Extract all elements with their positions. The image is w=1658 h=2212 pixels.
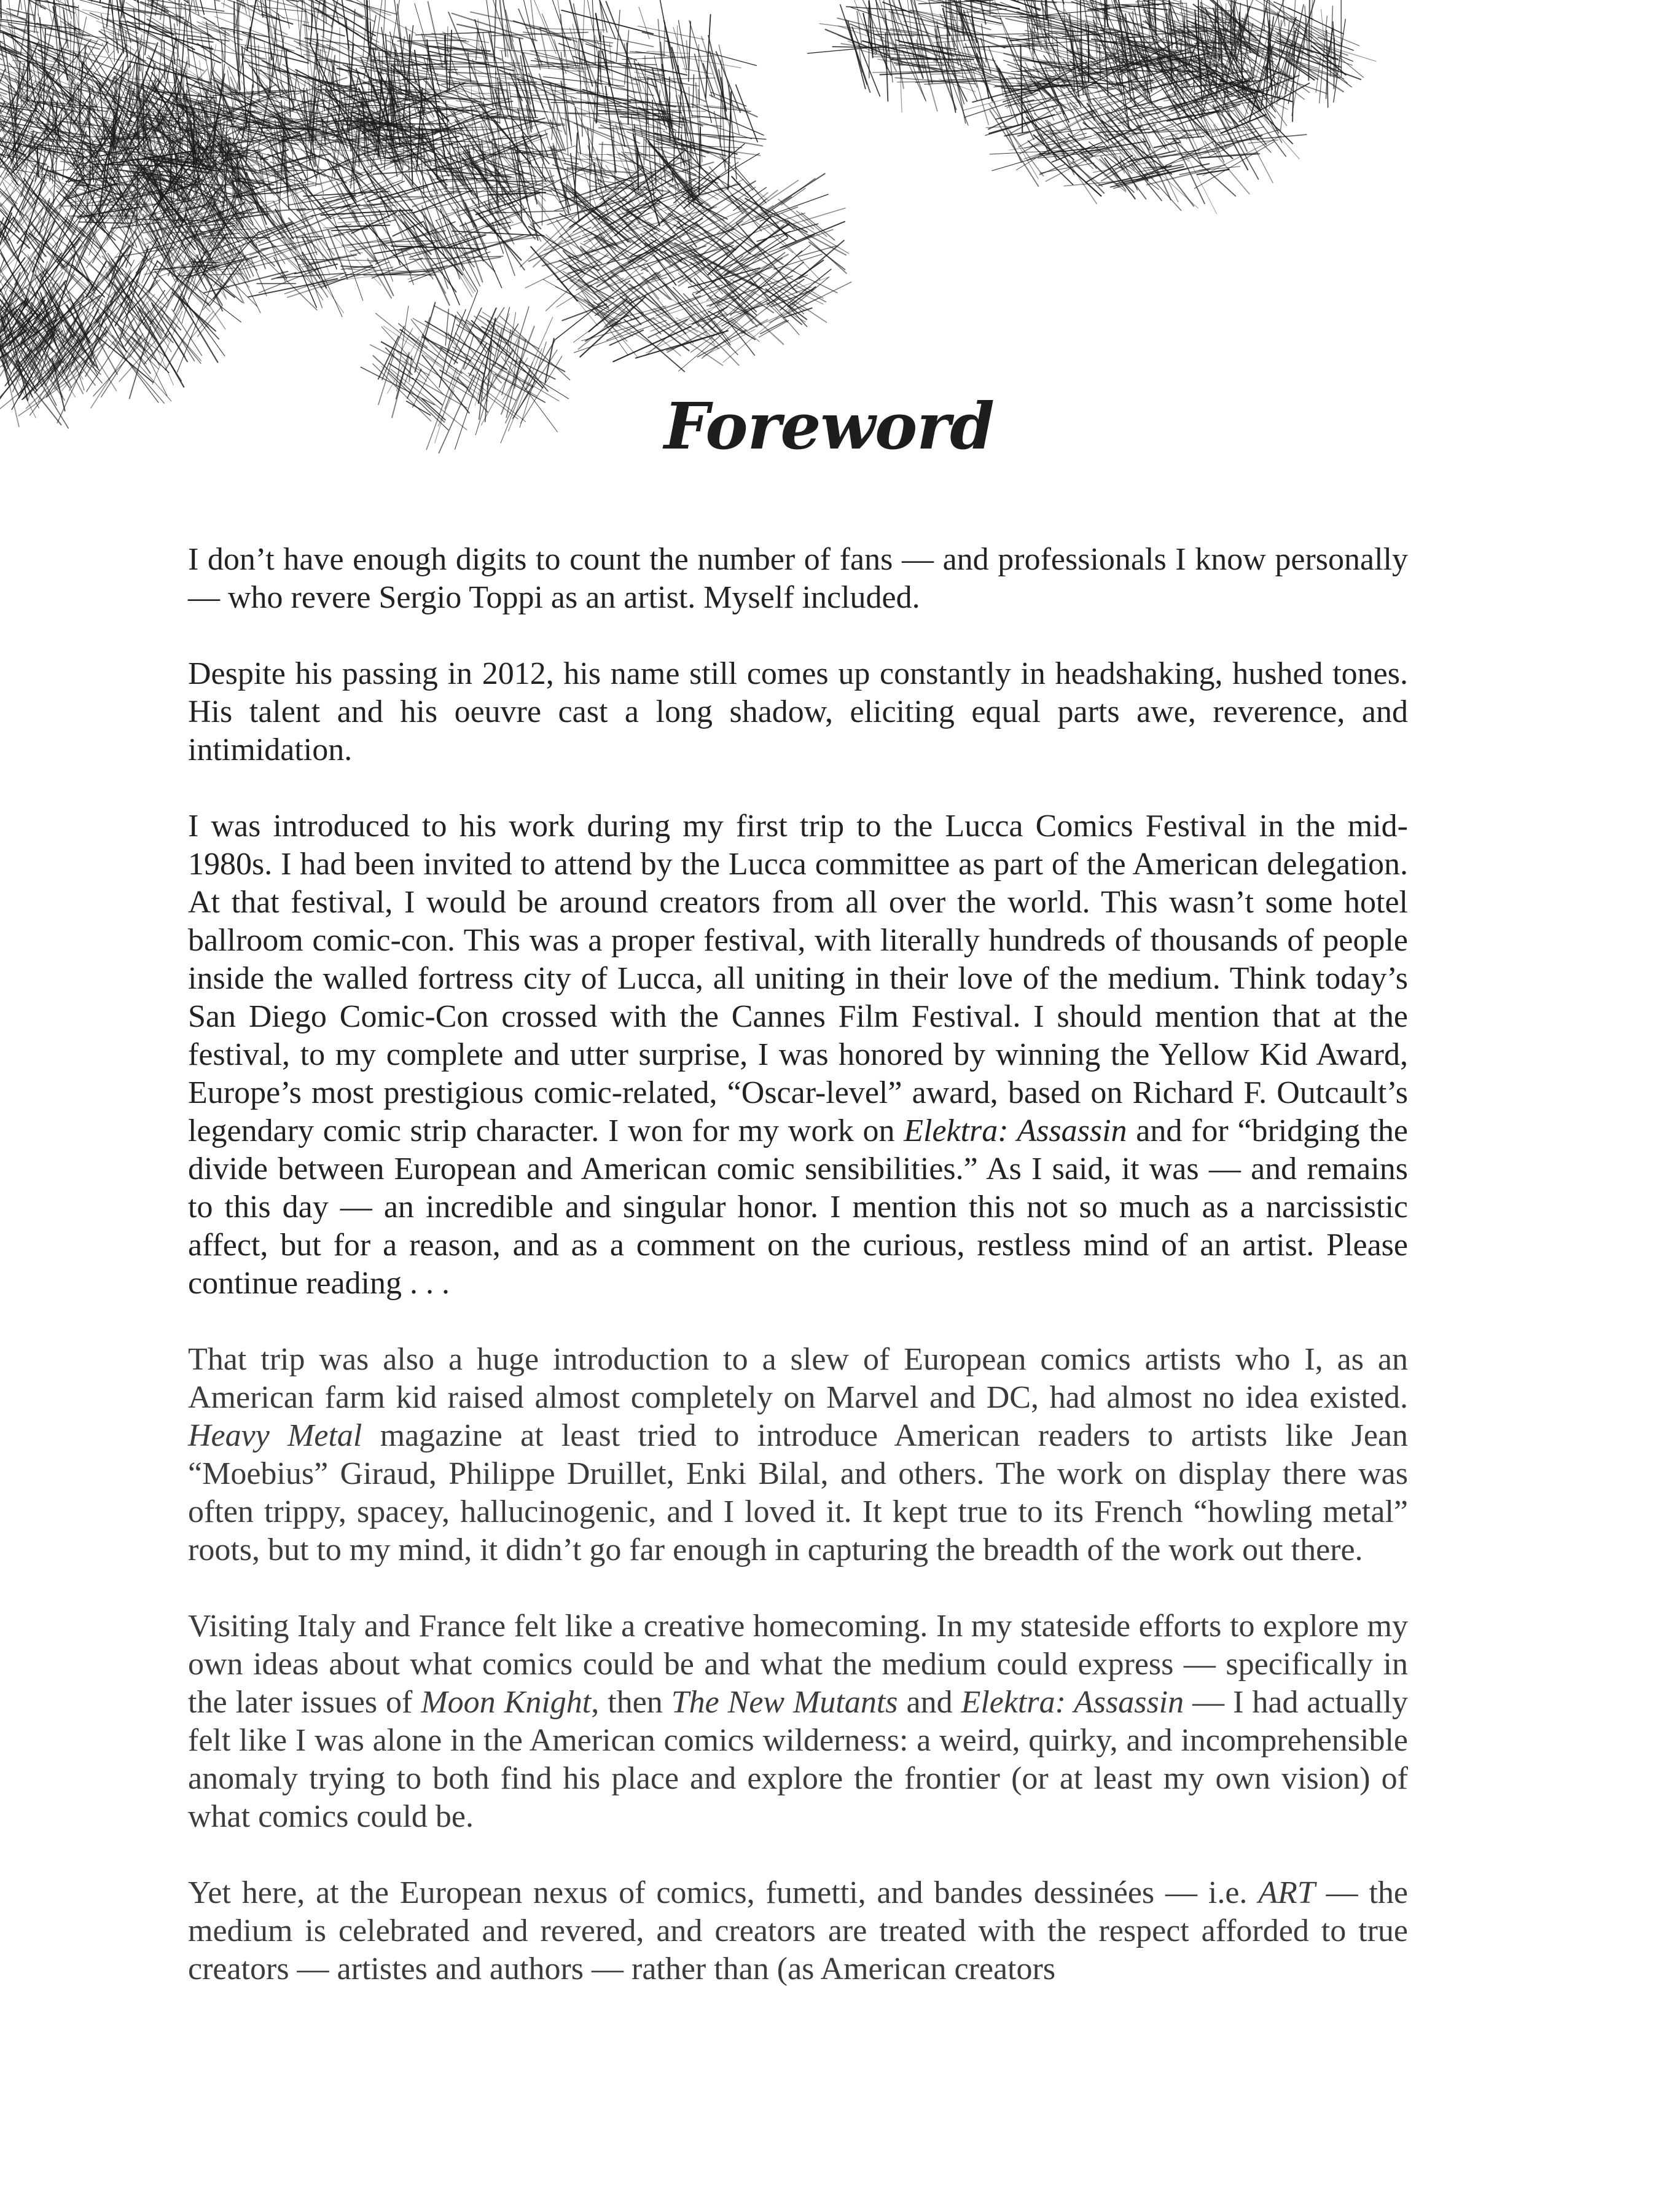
text-run: I don’t have enough digits to count the number of fans — and professionals I know personally — who revere Sergio Toppi as an artist. Myself included.	[188, 542, 1408, 615]
text-run: Despite his passing in 2012, his name still comes up constantly in headshaking, hushed tones. His talent and his oeuvre cast a long shadow, eliciting equal parts awe, reverence, and intimidation.	[188, 656, 1408, 767]
italic-title: Moon Knight	[421, 1685, 592, 1720]
paragraph-5	[188, 1607, 1408, 1836]
paragraph-3	[188, 807, 1408, 1303]
foreword-body	[188, 541, 1408, 2026]
text-run: , then	[591, 1685, 671, 1720]
page-title: Foreword	[664, 388, 994, 464]
text-run: I was introduced to his work during my first trip to the Lucca Comics Festival in the mid-1980s. I had been invited to attend by the Lucca committee as part of the American delegation. At that festival, I would be around creators from all over the world. This wasn’t some hotel ballroom comic-con. This was a proper festival, with literally hundreds of thousands of people inside the walled fortress city of Lucca, all uniting in their love of the medium. Think today’s San Diego Comic-Con crossed with the Cannes Film Festival. I should mention that at the festival, to my complete and utter surprise, I was honored by winning the Yellow Kid Award, Europe’s most prestigious comic-related, “Oscar-level” award, based on Richard F. Outcault’s legendary comic strip character. I won for my work on	[188, 809, 1408, 1148]
italic-title: Elektra: Assassin	[961, 1685, 1184, 1720]
paragraph-4	[188, 1341, 1408, 1569]
italic-title: Heavy Metal	[188, 1418, 362, 1453]
text-run: and for “bridging the divide between European and American comic sensibilities.” As I said, it was — and remains to this day — an incredible and singular honor. I mention this not so much as a narcissistic affect, but for a reason, and as a comment on the curious, restless mind of an artist. Please continue reading . . .	[188, 1113, 1409, 1301]
text-run: — I had actually felt like I was alone in the American comics wilderness: a weird, quirky, and incomprehensible anomaly trying to both find his place and explore the frontier (or at least my own vision) of what comics could be.	[188, 1685, 1408, 1834]
paragraph-6	[188, 1874, 1408, 1988]
italic-title: Elektra: Assassin	[904, 1113, 1127, 1148]
italic-title: ART	[1258, 1875, 1315, 1910]
text-run: magazine at least tried to introduce American readers to artists like Jean “Moebius” Giraud, Philippe Druillet, Enki Bilal, and others. The work on display there was often trippy, spacey, hallucinogenic, and I loved it. It kept true to its French “howling metal” roots, but to my mind, it didn’t go far enough in capturing the breadth of the work out there.	[188, 1418, 1408, 1567]
text-run: and	[897, 1685, 961, 1720]
text-run: Visiting Italy and France felt like a creative homecoming. In my stateside efforts to explore my own ideas about what comics could be and what the medium could express — specifically in the later issues of	[188, 1609, 1408, 1720]
text-run: That trip was also a huge introduction to a slew of European comics artists who I, as an American farm kid raised almost completely on Marvel and DC, had almost no idea existed.	[188, 1342, 1408, 1415]
hatch-strokes	[0, 0, 1376, 453]
paragraph-2	[188, 655, 1408, 769]
text-run: Yet here, at the European nexus of comics, fumetti, and bandes dessinées — i.e.	[188, 1875, 1259, 1910]
paragraph-1	[188, 541, 1408, 617]
text-run: — the medium is celebrated and revered, and creators are treated with the respect afforded to true creators — artistes and authors — rather than (as American creators	[188, 1875, 1409, 1986]
italic-title: The New Mutants	[671, 1685, 898, 1720]
